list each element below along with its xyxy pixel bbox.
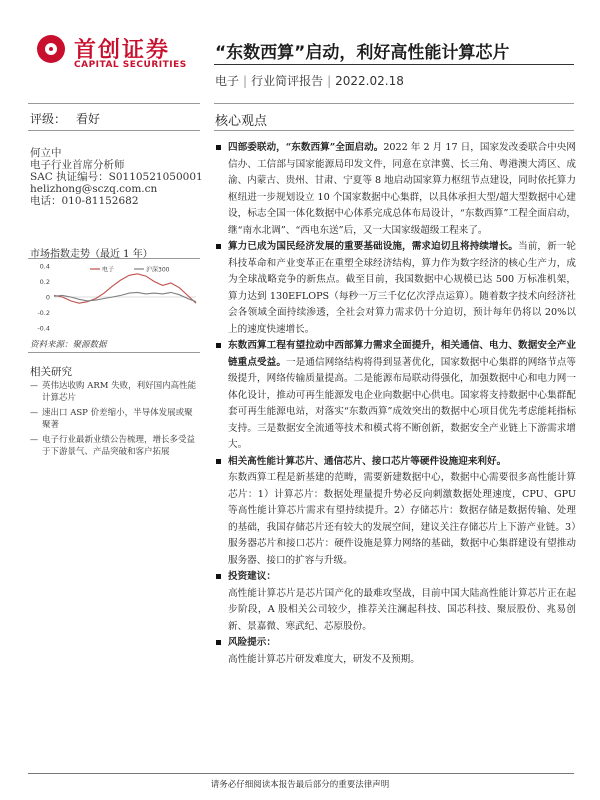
bullet-lead: 投资建议：: [228, 571, 276, 582]
logo-icon: [37, 35, 65, 63]
y-tick-label: 0: [45, 293, 50, 302]
bullet-lead: 算力已成为国民经济发展的重要基础设施，需求迫切且将持续增长。: [228, 241, 519, 252]
section-title-core: 核心观点: [215, 114, 268, 129]
analyst-sac: SAC 执证编号：S0110521050001: [30, 171, 203, 183]
bullet-4: [216, 454, 576, 570]
analyst-name: 何立中: [30, 147, 62, 159]
bullet-5: [216, 569, 576, 635]
core-views: [216, 140, 576, 668]
divider: [28, 352, 200, 353]
logo-subtext: CAPITAL SECURITIES: [74, 60, 187, 70]
bullet-lead: 相关高性能计算芯片、通信芯片、接口芯片等硬件设施迎来利好。: [228, 455, 507, 467]
bullet-text: 东数西算工程是新基建的范畴，需要新建数据中心，数据中心需要很多高性能计算芯片：1）计算芯片：数据处理量提升势必反向刺激数据处理速度，CPU、GPU 等高性能计算芯片需求有望持续提升。2）存储芯片：数据存储是数据传输、处理的基础，我国存储芯片还有较大的发展空间，建议关注存储芯片上下游产业链。3）服务器芯片和接口芯片：硬件设施是算力网络的基础，数据中心集群建设有望推动服务器、接口的扩容与升级。: [228, 472, 576, 566]
y-tick-label: 0.4: [39, 262, 50, 271]
y-tick-label: -0.4: [37, 324, 50, 332]
bullet-text: 2022 年 2 月 17 日，国家发改委联合中央网信办、工信部与国家能源局印发文件，同意在京津冀、长三角、粤港澳大湾区、成渝、内蒙古、贵州、甘肃、宁夏等 8 地启动国家算力枢纽节点建设，同时依托算力枢纽进一步规划设立 10 个国家数据中心集群，以具体承担大型/超大型数据中心建设，标志全国一体化数据中心体系完成总体布局设计，“东数西算”工程全面启动，继“南水北调”、“西电东送”后，又一大国家级超级工程来了。: [228, 142, 576, 236]
bullet-text: 当前，新一轮科技革命和产业变革正在重塑全球经济结构，算力作为数字经济的核心生产力，成为全球战略竞争的新焦点。截至目前，我国数据中心规模已达 500 万标准机架，算力达到 130EFLOPS（每秒一万三千亿亿次浮点运算）。随着数字技术向经济社会各领域全面持续渗透，全社会对算力需求仍十分迫切，预计每年仍将以 20%以上的速度快速增长。: [228, 241, 576, 335]
related-item[interactable]: — 电子行业最新业绩公告梳理，增长多受益于下游景气、产品突破和客户拓展: [30, 434, 200, 458]
meta-date: 2022.02.18: [335, 74, 404, 88]
meta-type: 行业简评报告: [251, 74, 324, 88]
divider: [28, 130, 200, 131]
meta-industry: 电子: [215, 74, 240, 88]
bullet-2: [216, 239, 576, 338]
bullet-text: 高性能计算芯片是芯片国产化的最难攻坚战，目前中国大陆高性能计算芯片正在起步阶段，A 股相关公司较少，推荐关注澜起科技、国芯科技、聚辰股份、兆易创新、景嘉微、寒武纪、芯原股份。: [228, 587, 576, 632]
report-meta: 电子 | 行业简评报告 | 2022.02.18: [215, 74, 404, 88]
bullet-1: [216, 140, 576, 239]
analyst-title: 电子行业首席分析师: [30, 159, 125, 171]
page-title: “东数西算”启动，利好高性能计算芯片: [215, 43, 510, 63]
analyst-info: [30, 147, 203, 207]
market-index-chart: [28, 262, 200, 332]
rating-value: 看好: [76, 112, 101, 126]
bullet-lead: 四部委联动，“东数西算”全面启动。: [228, 142, 384, 153]
divider: [28, 103, 200, 104]
rating-label: 评级：: [30, 112, 67, 126]
related-title: 相关研究: [30, 366, 72, 378]
chart-source: 资料来源：聚源数据: [30, 340, 107, 350]
footer-disclaimer: 请务必仔细阅读本报告最后部分的重要法律声明: [210, 780, 390, 790]
related-list: [30, 380, 200, 461]
footer-divider: [28, 773, 574, 774]
rating: [30, 110, 100, 127]
chart-svg: [28, 262, 200, 332]
bullet-6: [216, 635, 576, 668]
divider: [28, 258, 200, 259]
divider: [214, 103, 574, 104]
y-tick-label: -0.2: [37, 309, 50, 317]
bullet-lead: 东数西算工程有望拉动中西部算力需求全面提升，相关通信、电力、数据安全产业链重点受益。: [228, 340, 576, 368]
logo-text: 首创证券: [74, 38, 171, 63]
analyst-email[interactable]: helizhong@sczq.com.cn: [30, 183, 158, 195]
divider: [214, 130, 574, 131]
analyst-phone: 电话：010-81152682: [30, 195, 139, 207]
chart-title: 市场指数走势（最近 1 年）: [30, 249, 153, 260]
bullet-lead: 风险提示：: [228, 637, 276, 648]
related-item[interactable]: — 速出口 ASP 价差缩小，半导体发展或聚聚著: [30, 407, 200, 431]
title-divider: [214, 64, 574, 65]
bullet-text: 高性能计算芯片研发难度大，研发不及预期。: [228, 653, 420, 665]
y-tick-label: 0.2: [39, 278, 50, 286]
legend-label: 沪深300: [146, 266, 170, 274]
related-item[interactable]: — 英伟达收购 ARM 失败，利好国内高性能计算芯片: [30, 380, 200, 404]
bullet-text: 一是通信网络结构将得到显著优化，国家数据中心集群的网络节点等级提升，网络传输质量提高。二是能源布局联动得强化，加强数据中心和电力网一体化设计，推动可再生能源发电企业向数据中心供电。国家将支持数据中心集群配套可再生能源电站，对落实“东数西算”成效突出的数据中心项目优先考虑能耗指标支持。三是数据安全流通等技术和模式将不断创新，数据安全产业链上下游需求增大。: [228, 356, 577, 450]
bullet-3: [216, 338, 576, 454]
legend-label: 电子: [102, 266, 115, 274]
